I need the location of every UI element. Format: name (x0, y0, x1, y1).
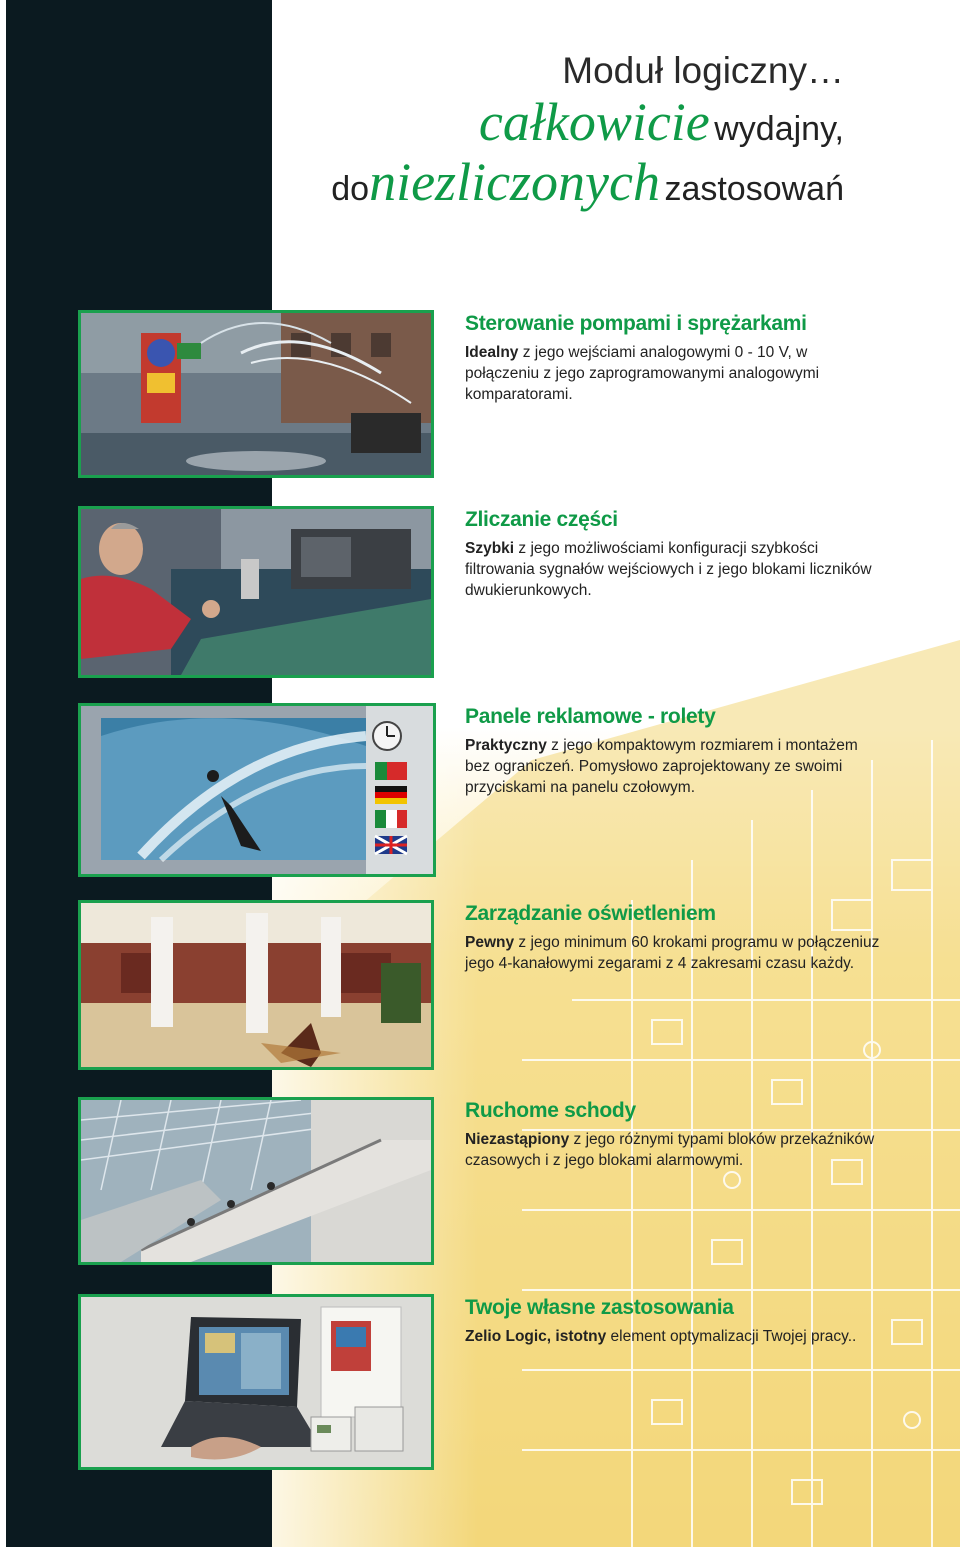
section-escalators-text (465, 1099, 885, 1171)
fountain-photo (78, 310, 434, 478)
section-counting-desc (465, 538, 885, 601)
header-italic-word-2: niezliczonych (369, 152, 660, 212)
section-escalators-lead: Niezastąpiony (465, 1131, 570, 1148)
section-panels-lead: Praktyczny (465, 737, 547, 754)
section-panels-text (465, 705, 885, 798)
header-word-2: wydajny, (714, 110, 844, 148)
header-word-3: zastosowań (664, 170, 844, 208)
section-panels-title: Panele reklamowe - rolety (465, 705, 716, 728)
section-pumps-lead: Idealny (465, 344, 519, 361)
laptop-modules-photo (78, 1294, 434, 1470)
section-panels-desc (465, 735, 885, 798)
worker-machine-photo (78, 506, 434, 678)
section-lighting-body: z jego minimum 60 krokami programu w połączeniuz jego 4-kanałowymi zegarami z 4 zakresami czasu każdy. (465, 934, 880, 972)
escalator-photo (78, 1097, 434, 1265)
section-lighting-desc (465, 932, 885, 974)
section-own-applications-text (465, 1296, 885, 1347)
section-own-applications-desc (465, 1326, 885, 1347)
section-lighting-lead: Pewny (465, 934, 515, 951)
header-title (331, 50, 844, 212)
section-lighting-text (465, 902, 885, 974)
section-escalators-body: z jego różnymi typami bloków przekaźników czasowych i z jego blokami alarmowymi. (465, 1131, 875, 1169)
section-pumps-body: z jego wejściami analogowymi 0 - 10 V, w połączeniu z jego zaprogramowanymi analogowymi komparatorami. (465, 344, 820, 403)
section-own-applications-lead: Zelio Logic, (465, 1328, 552, 1345)
header-line-2 (331, 92, 844, 152)
header-line-1: Moduł logiczny… (562, 50, 844, 91)
section-counting-title: Zliczanie części (465, 508, 618, 531)
section-lighting-title: Zarządzanie oświetleniem (465, 902, 716, 925)
header-italic-word-1: całkowicie (478, 92, 710, 152)
lobby-lighting-photo (78, 900, 434, 1070)
section-panels-body: z jego kompaktowym rozmiarem i montażem bez ograniczeń. Pomysłowo zaprojektowany ze swoimi przyciskami na panelu czołowym. (465, 737, 858, 796)
section-escalators-title: Ruchome schody (465, 1099, 636, 1122)
section-pumps-text (465, 312, 885, 405)
section-own-applications-body: element optymalizacji Twojej pracy.. (606, 1328, 857, 1345)
section-own-applications-title: Twoje własne zastosowania (465, 1296, 734, 1319)
header-line-3 (331, 152, 844, 212)
section-counting-lead: Szybki (465, 540, 515, 557)
section-counting-body: z jego możliwościami konfiguracji szybkości filtrowania sygnałów wejściowych i z jego blokami liczników dwukierunkowych. (465, 540, 872, 599)
left-white-strip (0, 0, 6, 1547)
section-escalators-desc (465, 1129, 885, 1171)
water-ski-panel-photo (78, 703, 436, 877)
section-pumps-title: Sterowanie pompami i sprężarkami (465, 312, 807, 335)
section-own-applications-lead2: istotny (551, 1328, 607, 1345)
header-word-do: do (331, 170, 370, 208)
section-pumps-desc (465, 342, 885, 405)
section-counting-text (465, 508, 885, 601)
